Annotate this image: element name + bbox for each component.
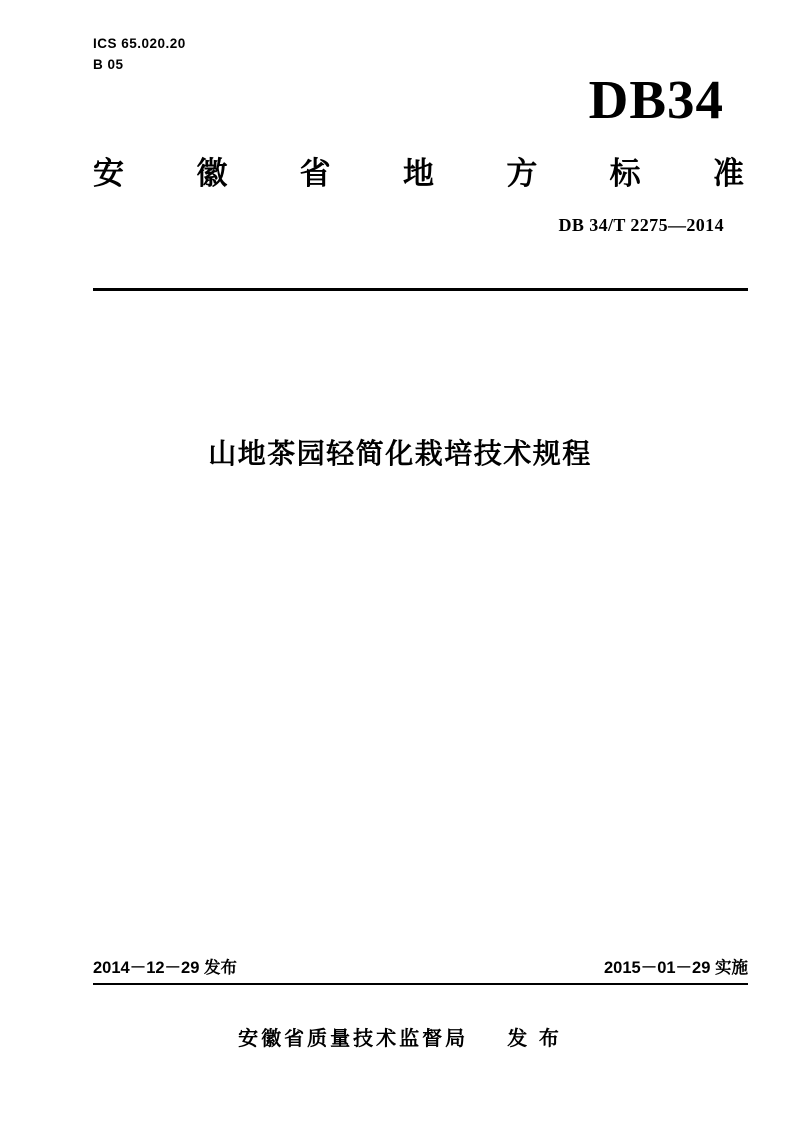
classification-code: B 05 [93,56,124,72]
province-title-char-5: 标 [609,156,641,191]
ics-code: ICS 65.020.20 [93,36,186,51]
publisher-line [0,1022,800,1051]
ics-block [93,34,186,76]
province-title-char-3: 地 [402,156,434,191]
db34-logo: DB34 [588,69,724,130]
standard-number: DB 34/T 2275—2014 [558,215,724,235]
footer-divider [93,983,748,985]
header-divider [93,288,748,291]
effective-date: 2015－01－29 实施 [604,959,748,977]
province-title-char-1: 徽 [196,156,228,191]
document-title: 山地茶园轻简化栽培技术规程 [208,438,592,469]
province-title-char-0: 安 [93,156,124,191]
date-row [93,954,748,978]
province-title-char-6: 准 [712,156,744,191]
issue-date: 2014－12－29 发布 [93,959,237,977]
province-title-char-4: 方 [506,156,538,191]
province-standard-title [93,148,748,193]
publisher-action: 发 布 [507,1028,562,1050]
publisher-name: 安徽省质量技术监督局 [238,1028,469,1050]
province-title-char-2: 省 [299,156,331,191]
